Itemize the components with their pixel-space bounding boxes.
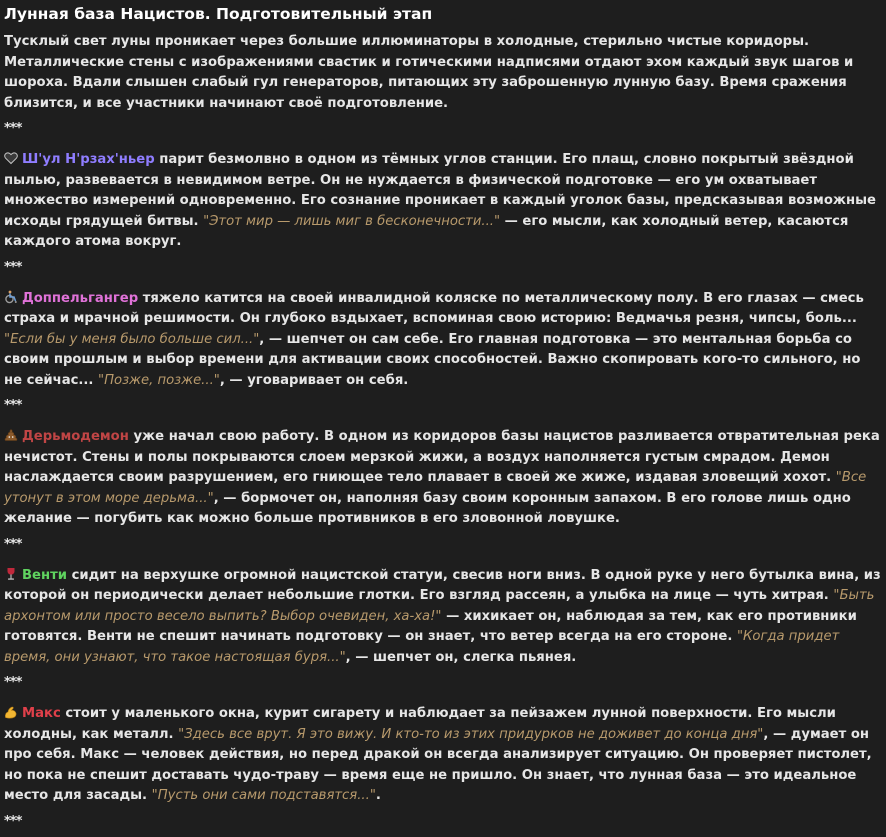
page-title: Лунная база Нацистов. Подготовительный этап <box>4 5 433 23</box>
character-name-max: Макс <box>22 706 61 721</box>
intro-paragraph: Тусклый свет луны проникает через большие иллюминаторы в холодные, стерильно чистые коридоры. Металлические стены с изображениями свастик и готическими надписями отдают эхом каждый звук шагов и шороха. Вдали слышен слабый гул генераторов, питающих эту заброшенную лунную базу. Время сражения близится, и все участники начинают своё подготовление. <box>4 34 854 111</box>
character-paragraph <box>4 427 882 530</box>
separator: *** <box>4 813 22 829</box>
character-quote: "Позже, позже..." <box>98 372 220 388</box>
character-text: уже начал свою работу. В одном из коридоров базы нацистов разливается отвратительная река нечистот. Стены и полы покрываются слоем мерзкой жижи, а воздух наполняется густым смрадом. Демон наслаждается своим разрушением, его гниющее тело плавает в своей же жиже, издавая зловещий хохот. <box>4 429 880 485</box>
character-name-doppelganger: Доппельгангер <box>22 290 139 306</box>
character-quote: "Если бы у меня было больше сил..." <box>4 331 260 347</box>
character-quote: "Когда придет время, они узнают, что такое настоящая буря..." <box>4 629 840 665</box>
character-quote: "Все утонут в этом море дерьма..." <box>4 470 867 506</box>
character-text: парит безмолвно в одном из тёмных углов станции. Его плащ, словно покрытый звёздной пылью, развевается в невидимом ветре. Он не нуждается в физической подготовке — его ум охватывает множество измерений одновременно. Его сознание проникает в каждый уголок базы, предсказывая возможные исходы грядущей битвы. <box>4 152 876 229</box>
character-paragraph <box>4 150 882 253</box>
character-text: , — думает он про себя. Макс — человек действия, но перед дракой он всегда анализирует ситуацию. Он проверяет пистолет, но пока не спешит доставать чудо-траву — время еще не пришло. Он знает, что лунная база — это идеальное место для засады. <box>4 726 872 803</box>
character-text: сидит на верхушке огромной нацистской статуи, свесив ноги вниз. В одной руке у него бутылка вина, из которой он периодически делает небольшие глотки. Его взгляд рассеян, а улыбка на лице — чуть хитрая. <box>4 567 881 603</box>
character-text: , — шепчет он сам себе. Его главная подготовка — это ментальная борьба со своим прошлым и выбор времени для активации своих способностей. Важно скопировать кого-то сильного, но не сейчас... <box>4 331 861 388</box>
character-text: , — шепчет он, слегка пьянея. <box>345 649 577 665</box>
character-name-shul: Ш'ул Н'рзах'ньер <box>22 152 155 167</box>
character-text: — хихикает он, наблюдая за тем, как его противники готовятся. Венти не спешит начинать подготовку — он знает, что ветер всегда на его стороне. <box>4 608 857 644</box>
wine-glass-icon <box>4 567 18 581</box>
character-text: — его мысли, как холодный ветер, касаются каждого атома вокруг. <box>4 213 849 249</box>
character-text: стоит у маленького окна, курит сигарету и наблюдает за пейзажем лунной поверхности. Его мысли холодны, как металл. <box>4 706 836 742</box>
character-text: тяжело катится на своей инвалидной коляске по металлическому полу. В его глазах — смесь страха и мрачной решимости. Он глубоко вздыхает, вспоминая свою историю: Ведмачья резня, чипсы, боль... <box>4 290 864 326</box>
character-quote: "Пусть они сами подставятся..." <box>151 788 376 803</box>
character-paragraph <box>4 566 882 669</box>
separator: *** <box>4 536 22 552</box>
character-quote: "Этот мир — лишь миг в бесконечности..." <box>203 213 501 229</box>
flexed-biceps-icon <box>4 705 18 719</box>
character-text: , — бормочет он, наполняя базу своим коронным запахом. В его голове лишь одно желание — погубить как можно больше противников в его зловонной ловушке. <box>4 490 851 526</box>
character-quote: "Здесь все врут. Я это вижу. И кто-то из этих придурков не доживет до конца дня" <box>178 726 764 742</box>
character-quote: "Быть архонтом или просто весело выпить? Выбор очевиден, ха-ха!" <box>4 588 875 624</box>
character-text: , — уговаривает он себя. <box>219 372 409 388</box>
character-name-venti: Венти <box>22 567 67 583</box>
poop-icon <box>4 428 18 442</box>
character-text: . <box>375 788 381 803</box>
character-paragraph <box>4 289 882 392</box>
character-name-dermodemon: Дерьмодемон <box>22 429 129 444</box>
separator: *** <box>4 259 22 275</box>
character-paragraph <box>4 704 882 807</box>
wheelchair-icon <box>4 290 18 304</box>
separator: *** <box>4 675 22 690</box>
separator: *** <box>4 121 22 136</box>
separator: *** <box>4 398 22 413</box>
black-heart-icon <box>4 151 18 165</box>
